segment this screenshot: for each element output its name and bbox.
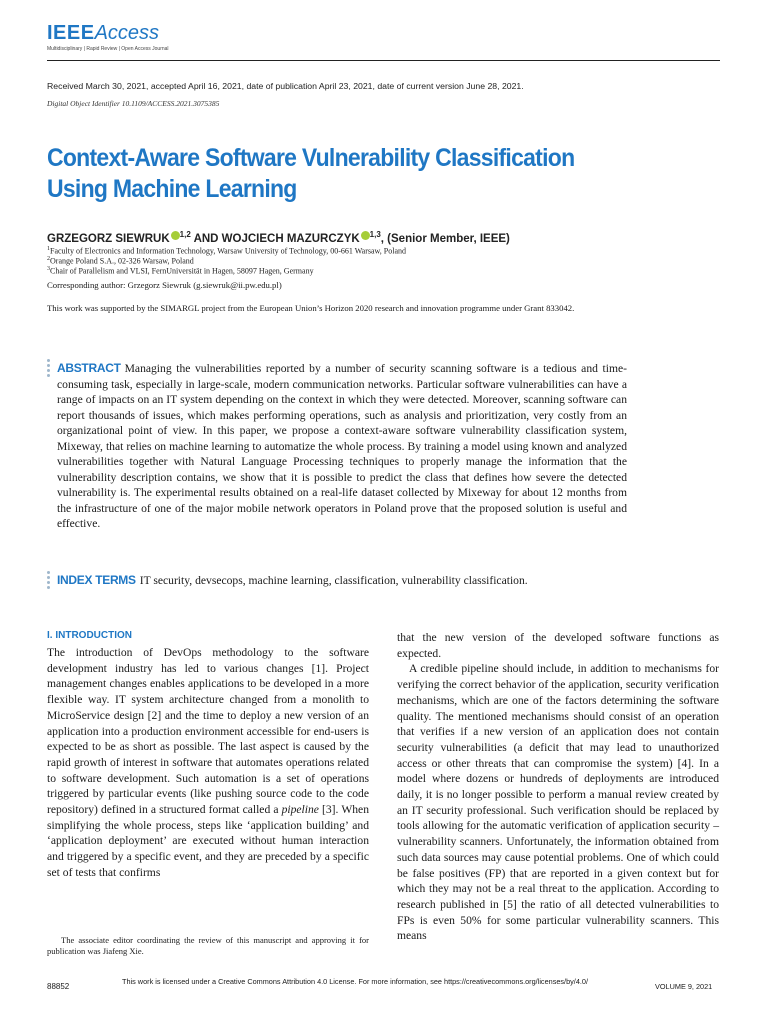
affiliation-1 bbox=[47, 246, 406, 256]
paper-title: Context-Aware Software Vulnerability Classification Using Machine Learning bbox=[47, 144, 575, 203]
affiliation-num: 1 bbox=[47, 246, 50, 252]
paragraph-text: The introduction of DevOps methodology to the software development industry has led to various changes [1]. Project management changes enables applications to be developed in a more flexible way. IT system architecture changed from a monolith to MicroService design [2] and the time to deploy a new version of an application into a production environment accessible for end-users is expected to be as short as possible. The last aspect is caused by the rapid growth of interest in software that automates operations related to software development. Such automation is a set of operations triggered by particular events (like pushing source code to the code repository) defined in a structured format called a bbox=[47, 646, 369, 817]
abstract-label: ABSTRACT bbox=[57, 361, 121, 375]
author-1: GRZEGORZ SIEWRUK bbox=[47, 232, 170, 245]
author-2-note: , (Senior Member, IEEE) bbox=[380, 232, 510, 245]
paragraph: A credible pipeline should include, in addition to mechanisms for verifying the correct behavior of the application, security verification mechanisms, which are one of the factors determining the software quality. The mentioned mechanisms should consist of an operation that verifies if a new version of an application does not contain security vulnerabilities (a deficit that may lead to unauthorized access or other threats that can compromise the system) [4]. In a model where dozens or hundreds of deployments are introduced daily, it is no longer possible to perform a manual review created by an IT security professional. Such verification should be replaced by tools allowing for the automatic verification of application security – vulnerability scanners. Unfortunately, the information obtained from such data sources may cause potential problems. One of which could be false positives (FP) that are reported in a given context but for which they may not be a real threat to the application. According to research published in [5] the ratio of all detected vulnerabilities to FPs is even 50% for some particular vulnerability scanners. This means bbox=[397, 662, 719, 943]
logo-access: Access bbox=[94, 22, 160, 44]
license-link[interactable]: This work is licensed under a Creative Commons Attribution 4.0 License. For more information, see https://creativecommons.org/licenses/by/4.0/ bbox=[122, 977, 588, 986]
affiliation-num: 2 bbox=[47, 256, 50, 262]
paragraph-text: [3]. When simplifying the whole process, steps like ‘application building’ and ‘application deployment’ are executed without human interaction and triggered by a specific event, and they are preceded by a specific set of tests that confirms bbox=[47, 803, 369, 879]
orcid-icon[interactable] bbox=[361, 231, 370, 240]
index-terms-text: IT security, devsecops, machine learning, classification, vulnerability classification. bbox=[139, 574, 528, 587]
footnote bbox=[47, 935, 369, 957]
journal-logo bbox=[47, 22, 159, 45]
header-divider bbox=[47, 60, 720, 61]
body-column-left bbox=[47, 645, 369, 881]
abstract-text: Managing the vulnerabilities reported by a number of security scanning software is a tedious and time-consuming task, especially in large-scale, modern communication networks. Particular software vulnerabilities can have a range of impacts on an IT system depending on the context in which they were detected. Moreover, scanning software can report thousands of issues, which makes performing operations, such as analysis and prioritization, very costly from an organizational point of view. In this paper, we propose a context-aware software vulnerability classification system, Mixeway, that relies on machine learning to automatize the whole process. By training a model using known and analyzed vulnerabilities together with Natural Language Processing techniques to properly manage the information that the vulnerability description contains, we show that it is possible to predict the class that defines how severe the detected vulnerability is. The experimental results obtained on a real-life dataset collected by Mixeway for about 12 months from the infrastructure of one of the major mobile network operators in Poland prove that the proposed solution is useful and effective. bbox=[57, 362, 627, 530]
author-2: AND WOJCIECH MAZURCZYK bbox=[190, 232, 360, 245]
author-line bbox=[47, 230, 510, 245]
logo-ieee: IEEE bbox=[47, 22, 95, 44]
funding-note: This work was supported by the SIMARGL project from the European Union’s Horizon 2020 research and innovation programme under Grant 833042. bbox=[47, 303, 575, 313]
doi: Digital Object Identifier 10.1109/ACCESS.2021.3075385 bbox=[47, 99, 220, 108]
footnote-text: The associate editor coordinating the review of this manuscript and approving it for publication was Jiafeng Xie. bbox=[47, 935, 369, 956]
paragraph: that the new version of the developed software functions as expected. bbox=[397, 631, 719, 660]
abstract-marker-icon bbox=[47, 359, 50, 379]
affiliation-text: Faculty of Electronics and Information Technology, Warsaw University of Technology, 00-661 Warsaw, Poland bbox=[50, 246, 407, 256]
index-terms bbox=[57, 573, 677, 588]
affiliation-text: Chair of Parallelism and VLSI, FernUniversität in Hagen, 58097 Hagen, Germany bbox=[50, 266, 314, 276]
volume-label: VOLUME 9, 2021 bbox=[655, 982, 713, 991]
abstract bbox=[57, 361, 627, 532]
affiliation-text: Orange Poland S.A., 02-326 Warsaw, Poland bbox=[50, 256, 194, 266]
page-number: 88852 bbox=[47, 982, 70, 991]
orcid-icon[interactable] bbox=[171, 231, 180, 240]
section-heading: I. INTRODUCTION bbox=[47, 630, 132, 641]
logo-tagline: Multidisciplinary | Rapid Review | Open Access Journal bbox=[47, 46, 169, 52]
emphasis-text: pipeline bbox=[281, 803, 319, 817]
paragraph bbox=[47, 645, 369, 881]
received-dates: Received March 30, 2021, accepted April 16, 2021, date of publication April 23, 2021, date of current version June 28, 2021. bbox=[47, 81, 524, 91]
corresponding-author: Corresponding author: Grzegorz Siewruk (g.siewruk@ii.pw.edu.pl) bbox=[47, 280, 282, 290]
affiliation-num: 3 bbox=[47, 266, 50, 272]
index-terms-label: INDEX TERMS bbox=[57, 573, 136, 587]
affiliation-3 bbox=[47, 266, 314, 276]
author-2-affil: 1,3 bbox=[369, 230, 381, 239]
author-1-affil: 1,2 bbox=[179, 230, 191, 239]
body-column-right bbox=[397, 630, 719, 944]
affiliation-2 bbox=[47, 256, 194, 266]
index-terms-marker-icon bbox=[47, 571, 50, 591]
